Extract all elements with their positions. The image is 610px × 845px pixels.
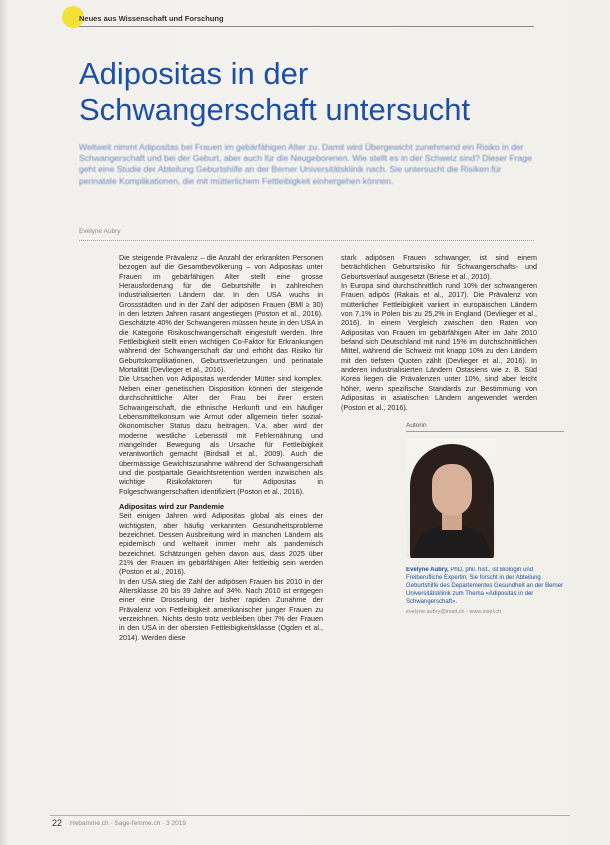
section-label: Neues aus Wissenschaft und Forschung <box>79 14 224 23</box>
article-byline: Evelyne Aubry <box>79 228 121 235</box>
paragraph: Die steigende Prävalenz – die Anzahl der erkrankten Personen bezogen auf die Gesamtbevölkerung – von Adipositas unter Frauen im gebärfähigen Alter stellt eine grosse Herausforderung für die Geburtshilfe in zahlreichen industrialisierten Ländern dar. In den USA wuchs in Grossstädten und in der Zahl der adipösen Frauen (BMI ≥ 30) in den letzten Jahren rasant angestiegen (Poston et al., 2016). Geschätzte 40% der Schwangeren müssen heute in den USA in die Kategorie Risikoschwangerschaft eingestuft werden. Ihre Fettleibigkeit stellt einen wichtigen Co-Faktor für Erkrankungen während der Schwangerschaft dar und erhöht das Risiko für Geburtskomplikationen, Geburtsverletzungen und perinatale Mortalität (Devlieger et al., 2016). <box>119 253 323 375</box>
title-line-1: Adipositas in der <box>79 56 309 91</box>
text-column-2 <box>341 253 537 412</box>
author-box <box>406 422 564 616</box>
paragraph: Die Ursachen von Adipositas werdender Mütter sind komplex. Neben einer genetischen Disposition können der steigende durchschnittliche Alter der Frau bei ihrer ersten Schwangerschaft, die ethnische Herkunft und ein häufiger Lebensmittelkonsum wie Armut oder allgemein tiefer sozial-ökonomischer Status dazu beitragen. V.a. aber wird der moderne westliche Lebensstil mit Fehlernährung und mangelnder Bewegung als Ursache für Fettleibigkeit verantwortlich gemacht (Birdsall et al., 2009). Auch die übermässige Gewichtszunahme während der Schwangerschaft und die postpartale Gewichtsretention werden inzwischen als wichtige Risikofaktoren für Adipositas in Folgeschwangerschaften identifiziert (Poston et al., 2016). <box>119 374 323 496</box>
article-intro: Weltweit nimmt Adipositas bei Frauen im gebärfähigen Alter zu. Damit wird Übergewicht zunehmend ein Risiko in der Schwangerschaft und bei der Geburt, aber auch für die Neugeborenen. Wie stellt es in der Schweiz sind? Dieser Frage geht eine Studie der Abteilung Geburtshilfe an der Berner Universitätsklinik nach. Sie untersucht die Risiken für perinatale Komplikationen, die mit mütterlichem Fettleibigkeit einhergehen können. <box>79 142 532 186</box>
paragraph: In Europa sind durchschnittlich rund 10% der schwangeren Frauen adipös (Rakais et al., 2017). Die Prävalenz von mütterlicher Fettleibigkeit variiert in europäischen Ländern von 7,1% in Polen bis zu 25,2% in England (Devlieger et al., 2016). In einem Vergleich zwischen den Raten von Adipositas von Frauen im gebärfähigen Alter im Jahr 2010 befand sich Deutschland mit rund 15% im durchschnittlichen Mittel, während die Schweiz mit knapp 10% zu den Ländern mit den tiefsten Quoten zählt (Devlieger et al., 2016). In anderen industrialisierten Ländern Ostasiens wie z. B. Süd Korea liegen die Prävalenzen unter 10%, sind aber leicht höher, wenn spezifische Standards zur Bestimmung von Adipositas in asiatischen Ländern angewendet werden (Poston et al., 2016). <box>341 281 537 412</box>
author-bio: PhD, phil. hist., ist Biologin und Freiberufliche Expertin; Sie forscht in der Abteilung Geburtshilfe des Departementes Gesundheit an der Berner Universitätsklinik zum Thema «Adipositas in der Schwangerschaft». <box>406 567 564 605</box>
paragraph: Seit einigen Jahren wird Adipositas global als eines der wichtigsten, aber häufig verkannten Gesundheitsprobleme bezeichnet. Dessen Ausbreitung wird in manchen Ländern als epidemisch und weltweit immer mehr als pandemisch bezeichnet. Schätzungen gehen davon aus, dass 2025 über 21% der Frauen im gebärfähigen Alter fettleibig sein werden (Poston et al., 2016). <box>119 511 323 577</box>
footer-rule <box>50 815 570 816</box>
dotted-divider <box>79 240 534 242</box>
paragraph: In den USA stieg die Zahl der adipösen Frauen bis 2010 in der Altersklasse 20 bis 39 Jahre auf 34%. Nach 2010 ist entgegen einer eine Drosselung der bisher rapiden Zunahme der Prävalenz von Fettleibigkeit amerikanischer junger Frauen zu verzeichnen. Nichts desto trotz verbleiben über 7% der Frauen in den USA in der obersten Fettleibigkeitsklasse (Ogden et al., 2014). Werden diese <box>119 576 323 642</box>
text-column-1 <box>119 253 323 642</box>
footer-journal: Hebamme.ch · Sage-femme.ch · 3 2019 <box>70 820 186 827</box>
author-contact: evelyne.aubry@insel.ch · www.insel.ch <box>406 609 502 615</box>
subheading: Adipositas wird zur Pandemie <box>119 501 225 511</box>
author-name: Evelyne Aubry, <box>406 567 449 573</box>
author-rule <box>406 431 564 432</box>
author-photo <box>406 438 496 558</box>
author-description <box>406 566 564 606</box>
article-title <box>79 56 549 128</box>
section-rule <box>79 26 534 27</box>
page-number: 22 <box>52 818 63 828</box>
author-label: Autorin <box>406 422 427 429</box>
title-line-2: Schwangerschaft untersucht <box>79 92 471 127</box>
paragraph: stark adipösen Frauen schwanger, ist sind einem beträchtlichen Geburtsrisiko für Schwangerschafts- und Geburtsverlauf ausgesetzt (Briese et al., 2010). <box>341 253 537 281</box>
